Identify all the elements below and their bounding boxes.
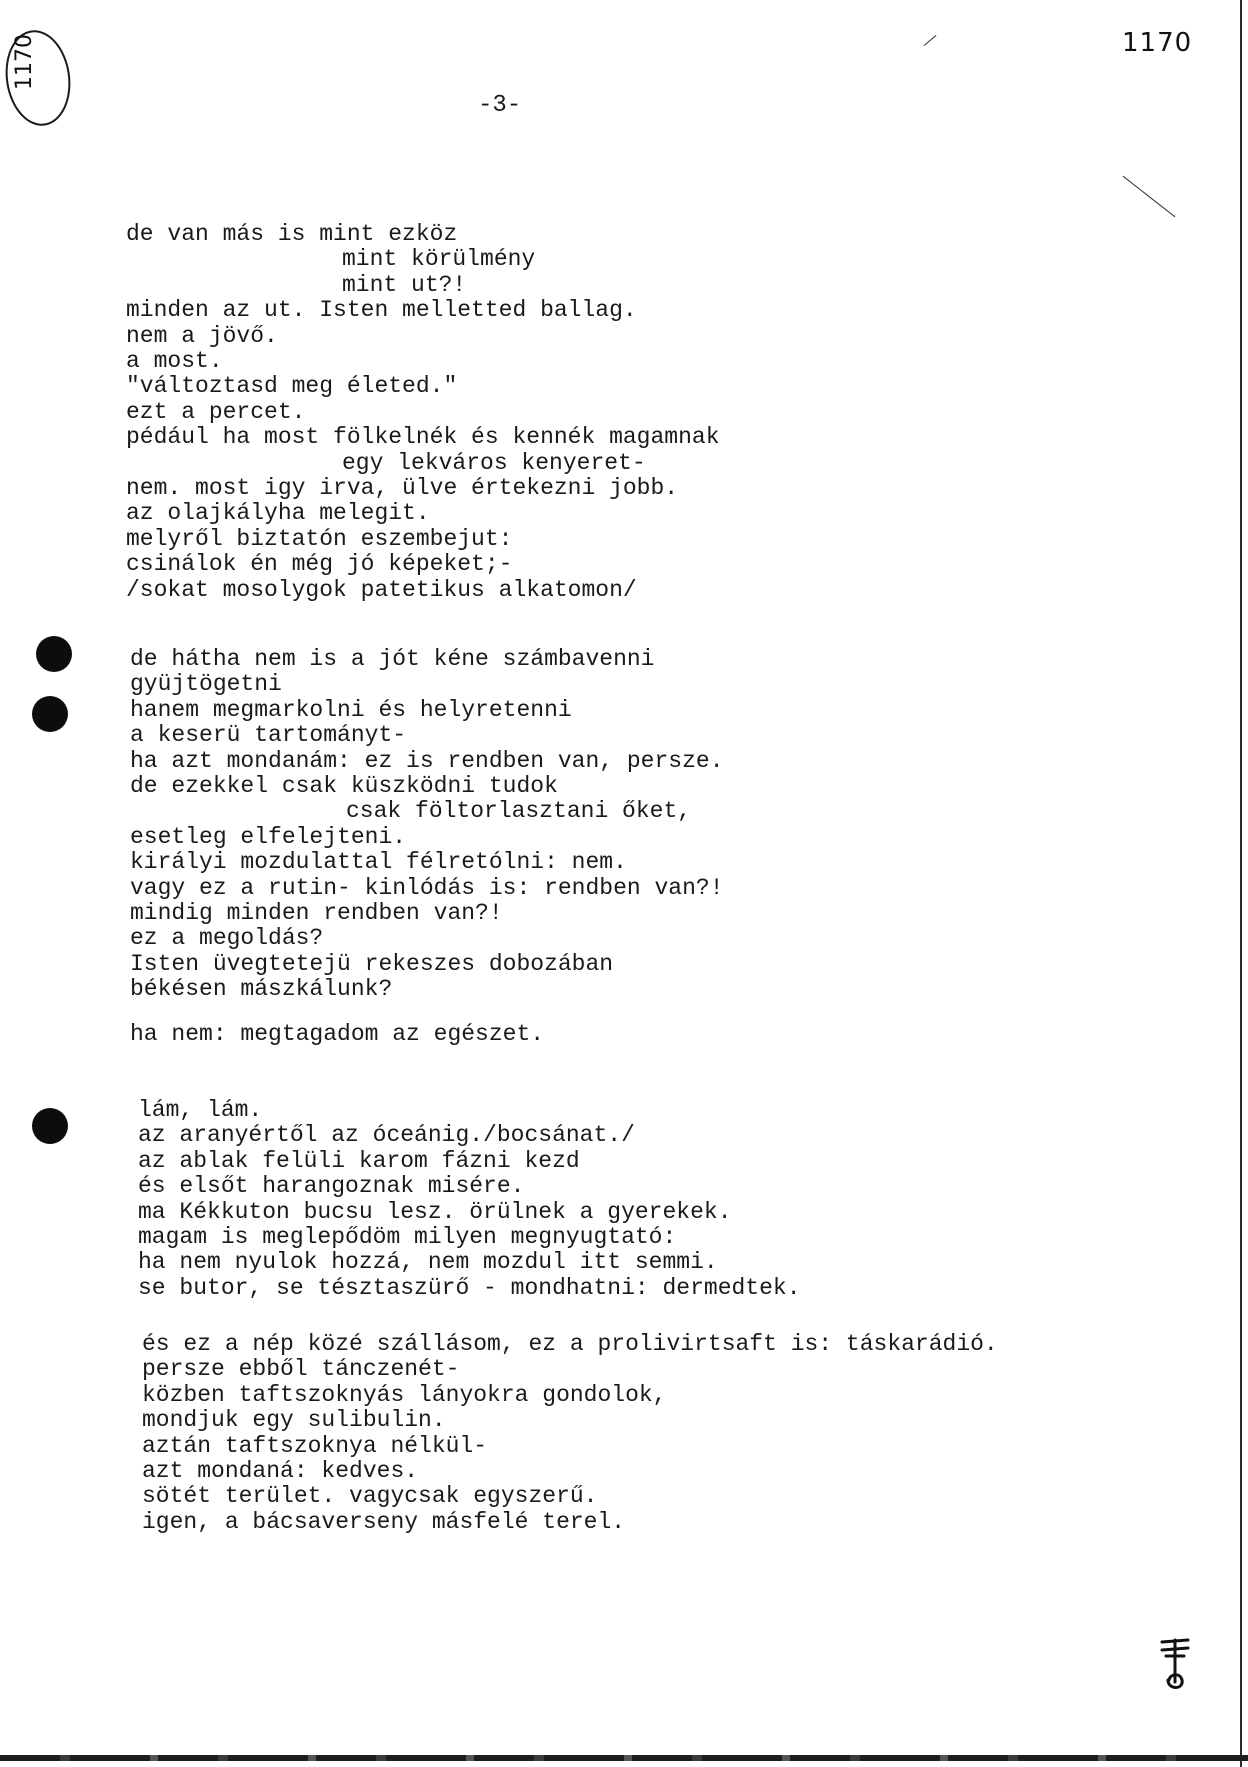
poem-line: ha nem nyulok hozzá, nem mozdul itt semmi. — [138, 1249, 718, 1276]
poem-line: és elsőt harangoznak misére. — [138, 1173, 525, 1200]
poem-line: csak föltorlasztani őket, — [346, 798, 692, 825]
poem-line: "változtasd meg életed." — [126, 373, 458, 400]
poem-line: vagy ez a rutin- kinlódás is: rendben van?! — [130, 874, 724, 901]
poem-line: lám, lám. — [138, 1097, 263, 1123]
page-number: -3- — [478, 92, 522, 119]
pencil-mark-icon — [924, 35, 937, 46]
poem-line: az ablak felüli karom fázni kezd — [138, 1147, 580, 1174]
poem-line: magam is meglepődöm milyen megnyugtató: — [138, 1224, 677, 1250]
poem-line: ma Kékkuton bucsu lesz. örülnek a gyerekek. — [138, 1198, 732, 1225]
scan-edge-right — [1240, 0, 1242, 1767]
poem-line: békésen mászkálunk? — [130, 976, 393, 1003]
poem-line: melyről biztatón eszembejut: — [126, 525, 513, 552]
pencil-mark-icon — [1123, 176, 1176, 217]
poem-line: mint ut?! — [342, 271, 467, 298]
punch-hole-icon — [36, 636, 72, 672]
poem-line: sötét terület. vagycsak egyszerű. — [142, 1483, 598, 1510]
poem-line: mindig minden rendben van?! — [130, 900, 503, 926]
poem-line: /sokat mosolygok patetikus alkatomon/ — [126, 576, 637, 603]
poem-line: de hátha nem is a jót kéne számbavenni — [130, 646, 655, 672]
poem-line: királyi mozdulattal félretólni: nem. — [130, 849, 627, 876]
poem-line: csinálok én még jó képeket;- — [126, 551, 513, 578]
poem-line: azt mondaná: kedves. — [142, 1458, 419, 1484]
poem-line: és ez a nép közé szállásom, ez a prolivirtsaft is: táskarádió. — [142, 1331, 998, 1357]
poem-line: nem a jövő. — [126, 322, 278, 349]
poem-line: ha azt mondanám: ez is rendben van, persze. — [130, 747, 724, 774]
poem-line: persze ebből tánczenét- — [142, 1356, 460, 1383]
poem-line: nem. most igy irva, ülve értekezni jobb. — [126, 475, 679, 501]
poem-line: se butor, se tésztaszürő - mondhatni: dermedtek. — [138, 1274, 801, 1301]
poem-line: az aranyértől az óceánig./bocsánat./ — [138, 1122, 635, 1149]
poem-line: minden az ut. Isten melletted ballag. — [126, 297, 637, 324]
poem-line: a keserü tartományt- — [130, 722, 407, 749]
poem-line: aztán taftszoknya nélkül- — [142, 1432, 488, 1459]
poem-line: de van más is mint ezköz — [126, 221, 458, 247]
poem-line: mint körülmény — [342, 246, 536, 273]
archive-number: 1170 — [1122, 28, 1193, 58]
poem-line: gyüjtögetni — [130, 671, 282, 698]
scan-edge-bottom — [0, 1755, 1248, 1761]
poem-line: Isten üvegtetejü rekeszes dobozában — [130, 950, 614, 977]
poem-line: a most. — [126, 348, 223, 374]
poem-line: egy lekváros kenyeret- — [342, 449, 646, 476]
poem-line: igen, a bácsaverseny másfelé terel. — [142, 1508, 626, 1535]
stamp-number: 1170 — [12, 34, 37, 90]
poem-line: hanem megmarkolni és helyretenni — [130, 696, 572, 723]
poem-line: közben taftszoknyás lányokra gondolok, — [142, 1381, 667, 1408]
poem-line: mondjuk egy sulibulin. — [142, 1407, 446, 1434]
poem-line: pédául ha most fölkelnék és kennék magamnak — [126, 424, 720, 451]
punch-hole-icon — [32, 696, 68, 732]
handwritten-mark-icon — [1160, 1636, 1190, 1692]
punch-hole-icon — [32, 1108, 68, 1144]
poem-line: ha nem: megtagadom az egészet. — [130, 1021, 545, 1047]
poem-line: esetleg elfelejteni. — [130, 823, 407, 850]
poem-line: ez a megoldás? — [130, 925, 324, 952]
poem-line: ezt a percet. — [126, 398, 306, 425]
poem-line: de ezekkel csak küszködni tudok — [130, 773, 558, 799]
poem-line: az olajkályha melegit. — [126, 500, 430, 527]
